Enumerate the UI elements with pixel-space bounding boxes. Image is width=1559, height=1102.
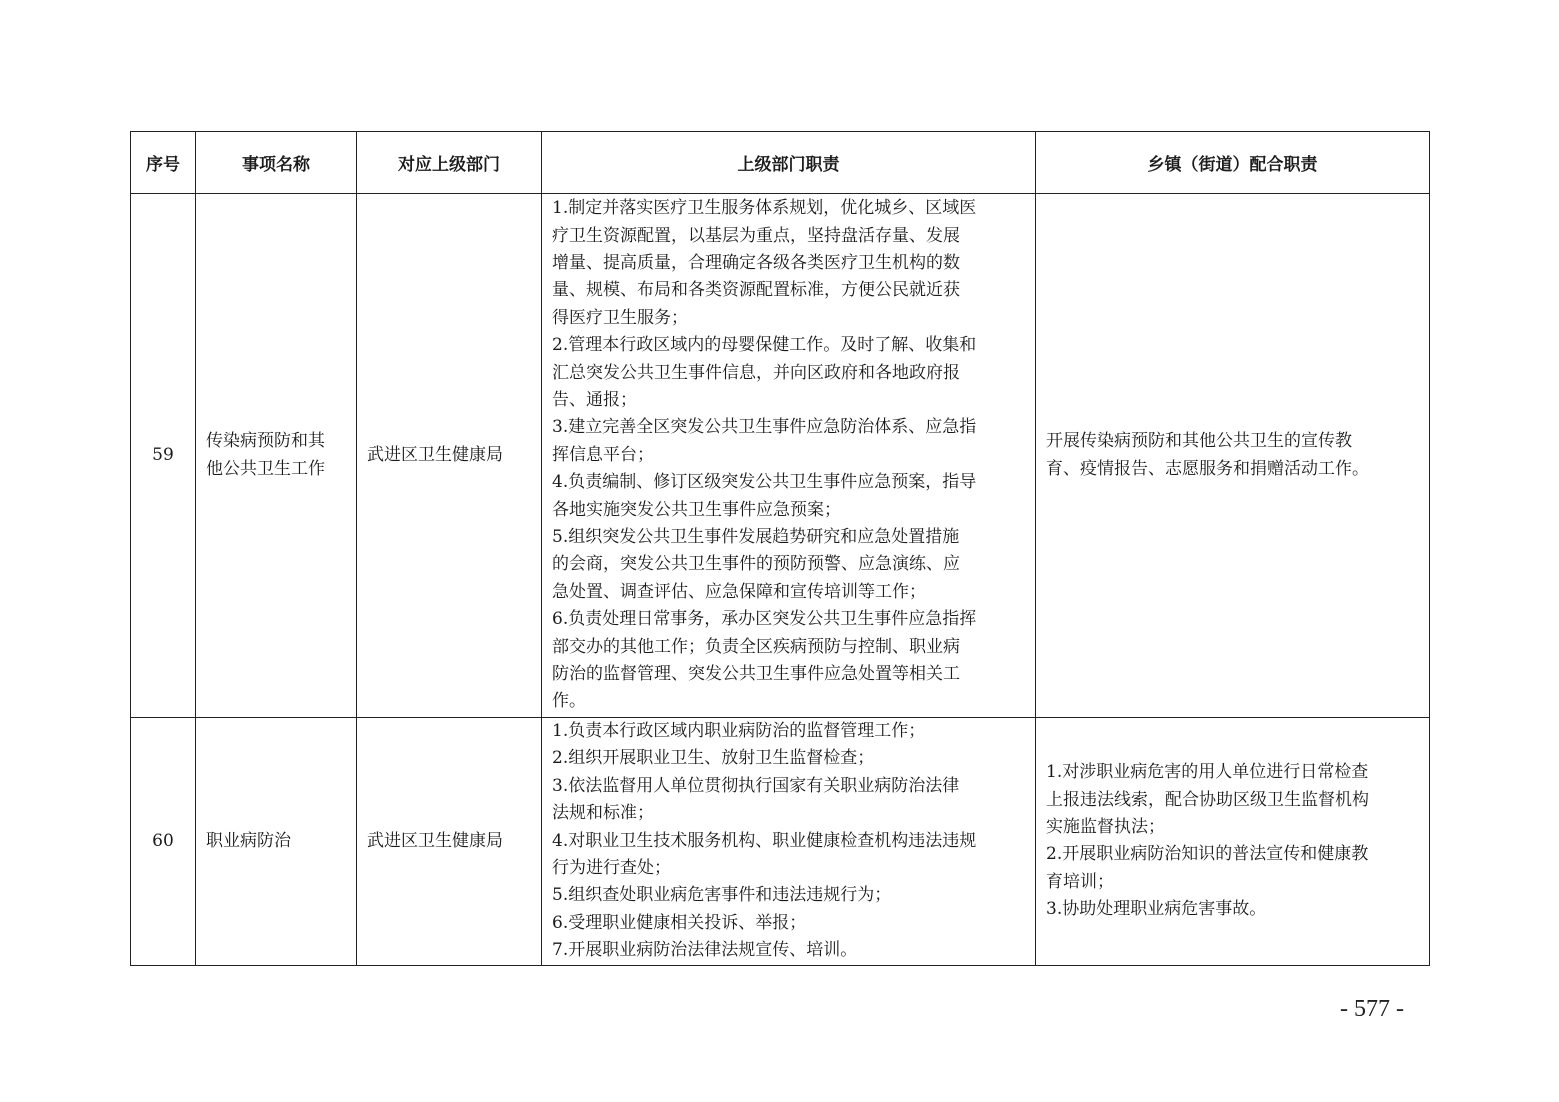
cooperation-line: 1.对涉职业病危害的用人单位进行日常检查: [1046, 762, 1369, 783]
cooperation-line: 开展传染病预防和其他公共卫生的宣传教: [1046, 431, 1352, 452]
header-township-cooperation: 乡镇（街道）配合职责: [1036, 132, 1430, 194]
responsibility-line: 5.组织查处职业病危害事件和违法违规行为；: [552, 885, 892, 906]
responsibility-line: 各地实施突发公共卫生事件应急预案；: [552, 499, 841, 520]
cooperation-line: 育培训；: [1046, 871, 1114, 892]
table-row: [131, 194, 1430, 718]
cooperation-line: 育、疫情报告、志愿服务和捐赠活动工作。: [1046, 458, 1369, 479]
responsibility-line: 的会商，突发公共卫生事件的预防预警、应急演练、应: [552, 554, 960, 575]
responsibility-line: 2.管理本行政区域内的母婴保健工作。及时了解、收集和: [552, 335, 977, 356]
responsibility-line: 行为进行查处；: [552, 858, 671, 879]
responsibility-line: 6.受理职业健康相关投诉、举报；: [552, 912, 807, 933]
row-serial-number: 60: [131, 718, 196, 966]
responsibility-line: 3.依法监督用人单位贯彻执行国家有关职业病防治法律: [552, 775, 960, 796]
responsibility-line: 3.建立完善全区突发公共卫生事件应急防治体系、应急指: [552, 417, 977, 438]
row-item-name: [196, 194, 357, 718]
responsibility-line: 4.对职业卫生技术服务机构、职业健康检查机构违法违规: [552, 830, 977, 851]
responsibility-line: 疗卫生资源配置，以基层为重点，坚持盘活存量、发展: [552, 225, 960, 246]
row-serial-number: 59: [131, 194, 196, 718]
responsibility-line: 增量、提高质量，合理确定各级各类医疗卫生机构的数: [552, 252, 960, 273]
responsibility-line: 挥信息平台；: [552, 444, 654, 465]
cooperation-line: 3.协助处理职业病危害事故。: [1046, 899, 1267, 920]
responsibility-line: 急处置、调查评估、应急保障和宣传培训等工作；: [552, 581, 926, 602]
responsibility-line: 汇总突发公共卫生事件信息，并向区政府和各地政府报: [552, 362, 960, 383]
cooperation-line: 实施监督执法；: [1046, 816, 1165, 837]
header-row: [131, 132, 1430, 194]
header-item-name: 事项名称: [196, 132, 357, 194]
row-cooperation: [1036, 194, 1430, 718]
duty-table: [130, 131, 1430, 966]
header-superior-responsibilities: 上级部门职责: [542, 132, 1036, 194]
responsibility-line: 告、通报；: [552, 389, 637, 410]
header-superior-department: 对应上级部门: [357, 132, 542, 194]
responsibility-line: 5.组织突发公共卫生事件发展趋势研究和应急处置措施: [552, 527, 960, 548]
header-serial-number: 序号: [131, 132, 196, 194]
responsibility-line: 2.组织开展职业卫生、放射卫生监督检查；: [552, 748, 875, 769]
cooperation-line: 2.开展职业病防治知识的普法宣传和健康教: [1046, 844, 1369, 865]
responsibility-line: 4.负责编制、修订区级突发公共卫生事件应急预案，指导: [552, 472, 977, 493]
responsibility-line: 得医疗卫生服务；: [552, 307, 688, 328]
cooperation-line: 上报违法线索，配合协助区级卫生监督机构: [1046, 789, 1369, 810]
item-name-line: 传染病预防和其: [206, 431, 325, 452]
responsibility-line: 部交办的其他工作；负责全区疾病预防与控制、职业病: [552, 636, 960, 657]
row-cooperation: [1036, 718, 1430, 966]
responsibility-line: 防治的监督管理、突发公共卫生事件应急处置等相关工: [552, 664, 960, 685]
responsibility-line: 6.负责处理日常事务，承办区突发公共卫生事件应急指挥: [552, 609, 977, 630]
row-responsibilities: [542, 194, 1036, 718]
item-name-line: 职业病防治: [206, 830, 291, 851]
row-item-name: [196, 718, 357, 966]
responsibility-line: 7.开展职业病防治法律法规宣传、培训。: [552, 940, 858, 961]
responsibility-line: 量、规模、布局和各类资源配置标准，方便公民就近获: [552, 280, 960, 301]
row-responsibilities: [542, 718, 1036, 966]
row-department: 武进区卫生健康局: [357, 718, 542, 966]
responsibility-line: 1.负责本行政区域内职业病防治的监督管理工作；: [552, 721, 926, 741]
page-number: - 577 -: [1340, 996, 1404, 1022]
responsibility-line: 作。: [552, 691, 586, 712]
row-department: 武进区卫生健康局: [357, 194, 542, 718]
responsibility-line: 1.制定并落实医疗卫生服务体系规划，优化城乡、区域医: [552, 198, 977, 219]
item-name-line: 他公共卫生工作: [206, 458, 325, 479]
responsibility-line: 法规和标准；: [552, 803, 654, 824]
table-row: [131, 718, 1430, 966]
